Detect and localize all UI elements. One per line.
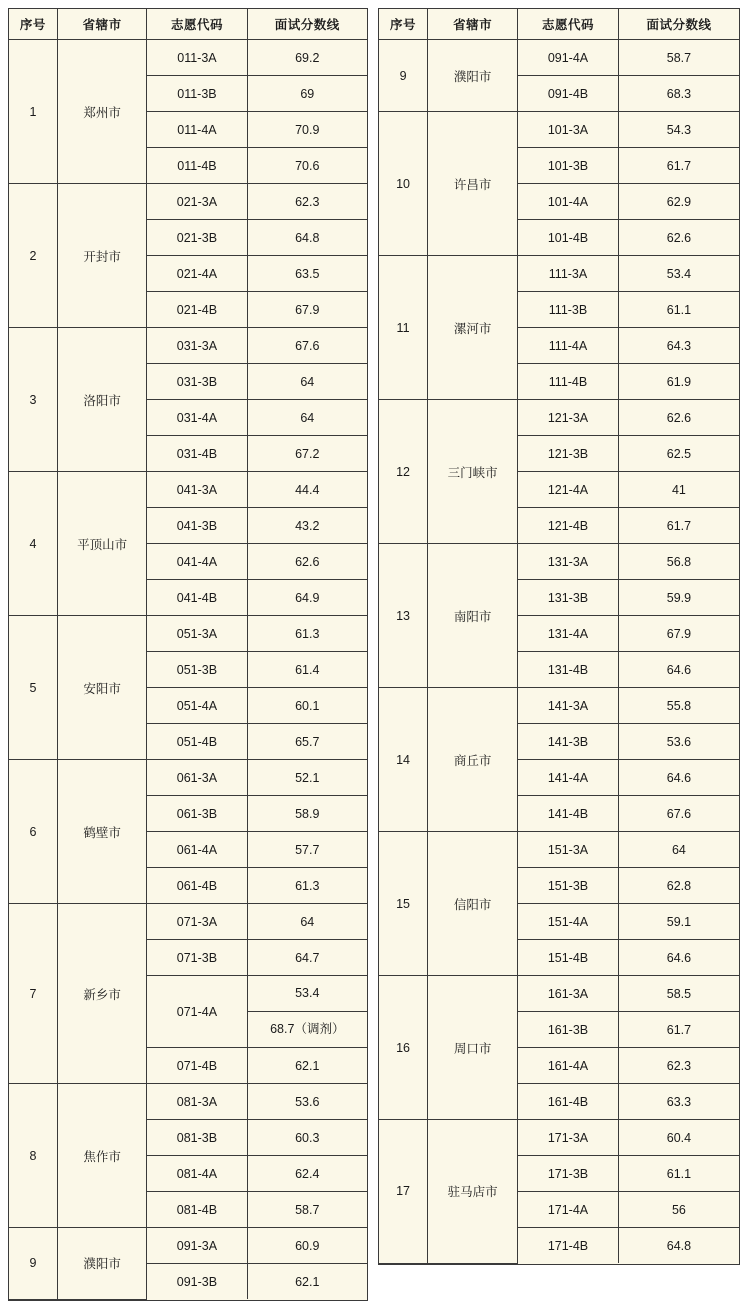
- table-row: [379, 832, 739, 868]
- cell-volunteer-code: 141-4A: [518, 760, 619, 796]
- score-value: 53.4: [295, 986, 320, 1000]
- cell-city: 濮阳市: [57, 1228, 147, 1300]
- cell-volunteer-code: 171-4B: [518, 1228, 619, 1264]
- cell-seq: 16: [379, 976, 428, 1120]
- cell-score-line: 64.3: [618, 328, 739, 364]
- cell-volunteer-code: 141-3B: [518, 724, 619, 760]
- cell-score-line: 60.1: [247, 688, 367, 724]
- table-row: [379, 544, 739, 580]
- cell-score-line: 64.6: [618, 652, 739, 688]
- table-row: [9, 1084, 367, 1120]
- cell-score-line: 60.3: [247, 1120, 367, 1156]
- column-header-city: 省辖市: [57, 9, 147, 40]
- cell-seq: 5: [9, 616, 57, 760]
- header-row: [9, 9, 367, 40]
- cell-volunteer-code: 161-4B: [518, 1084, 619, 1120]
- cell-city: 郑州市: [57, 40, 147, 184]
- column-header-score: 面试分数线: [247, 9, 367, 40]
- cell-volunteer-code: 021-3A: [147, 184, 247, 220]
- cell-volunteer-code: 041-3B: [147, 508, 247, 544]
- cell-score-line: [247, 976, 367, 1048]
- cell-score-line: 55.8: [618, 688, 739, 724]
- column-header-city: 省辖市: [428, 9, 518, 40]
- cell-volunteer-code: 051-3A: [147, 616, 247, 652]
- cell-score-line: 61.1: [618, 1156, 739, 1192]
- cell-volunteer-code: 071-3A: [147, 904, 247, 940]
- cell-score-line: 62.9: [618, 184, 739, 220]
- cell-volunteer-code: 101-4B: [518, 220, 619, 256]
- cell-city: 鹤壁市: [57, 760, 147, 904]
- table-header-left: [9, 9, 367, 40]
- cell-volunteer-code: 011-3B: [147, 76, 247, 112]
- cell-volunteer-code: 161-4A: [518, 1048, 619, 1084]
- cell-seq: 14: [379, 688, 428, 832]
- cell-volunteer-code: 061-4A: [147, 832, 247, 868]
- cell-seq: 15: [379, 832, 428, 976]
- table-row: [379, 112, 739, 148]
- cell-city: 新乡市: [57, 904, 147, 1084]
- cell-score-line: 53.4: [618, 256, 739, 292]
- cell-city: 信阳市: [428, 832, 518, 976]
- column-header-score: 面试分数线: [618, 9, 739, 40]
- cell-score-line: 64.8: [247, 220, 367, 256]
- cell-score-line: 53.6: [618, 724, 739, 760]
- cell-city: 许昌市: [428, 112, 518, 256]
- cell-score-line: 64: [618, 832, 739, 868]
- cell-seq: 17: [379, 1120, 428, 1264]
- column-header-seq: 序号: [9, 9, 57, 40]
- cell-score-line: 41: [618, 472, 739, 508]
- cell-volunteer-code: 081-3B: [147, 1120, 247, 1156]
- cell-volunteer-code: 091-4A: [518, 40, 619, 76]
- cell-city: 南阳市: [428, 544, 518, 688]
- table-header-right: [379, 9, 739, 40]
- cell-city: 安阳市: [57, 616, 147, 760]
- cell-volunteer-code: 081-4A: [147, 1156, 247, 1192]
- cell-score-line: 68.3: [618, 76, 739, 112]
- column-header-seq: 序号: [379, 9, 428, 40]
- cell-volunteer-code: 101-3A: [518, 112, 619, 148]
- cell-city: 焦作市: [57, 1084, 147, 1228]
- cell-volunteer-code: 101-4A: [518, 184, 619, 220]
- cell-score-line: 60.4: [618, 1120, 739, 1156]
- table-row: [9, 328, 367, 364]
- cell-seq: 2: [9, 184, 57, 328]
- cell-volunteer-code: 171-3A: [518, 1120, 619, 1156]
- table-row: [379, 1120, 739, 1156]
- cell-volunteer-code: 051-3B: [147, 652, 247, 688]
- cell-seq: 4: [9, 472, 57, 616]
- cell-score-line: 58.5: [618, 976, 739, 1012]
- cell-city: 周口市: [428, 976, 518, 1120]
- cell-score-line: 64.8: [618, 1228, 739, 1264]
- cell-score-line: 69: [247, 76, 367, 112]
- cell-volunteer-code: 081-4B: [147, 1192, 247, 1228]
- score-value: 68.7（调剂）: [248, 1011, 367, 1047]
- cell-volunteer-code: 071-4A: [147, 976, 247, 1048]
- score-table-right: [379, 9, 739, 1264]
- cell-score-line: 62.6: [618, 400, 739, 436]
- cell-city: 漯河市: [428, 256, 518, 400]
- cell-score-line: 64.6: [618, 760, 739, 796]
- cell-score-line: 65.7: [247, 724, 367, 760]
- cell-city: 三门峡市: [428, 400, 518, 544]
- cell-score-line: 67.9: [618, 616, 739, 652]
- cell-volunteer-code: 011-4A: [147, 112, 247, 148]
- table-body-left: [9, 40, 367, 1300]
- cell-score-line: 58.7: [618, 40, 739, 76]
- cell-score-line: 62.1: [247, 1264, 367, 1300]
- cell-score-line: 63.3: [618, 1084, 739, 1120]
- cell-score-line: 62.1: [247, 1048, 367, 1084]
- cell-seq: 3: [9, 328, 57, 472]
- cell-volunteer-code: 081-3A: [147, 1084, 247, 1120]
- cell-score-line: 61.7: [618, 1012, 739, 1048]
- header-row: [379, 9, 739, 40]
- cell-volunteer-code: 101-3B: [518, 148, 619, 184]
- cell-score-line: 60.9: [247, 1228, 367, 1264]
- cell-volunteer-code: 151-3B: [518, 868, 619, 904]
- cell-score-line: 64: [247, 364, 367, 400]
- cell-score-line: 61.4: [247, 652, 367, 688]
- cell-volunteer-code: 011-4B: [147, 148, 247, 184]
- table-row: [379, 688, 739, 724]
- cell-volunteer-code: 021-3B: [147, 220, 247, 256]
- cell-city: 商丘市: [428, 688, 518, 832]
- cell-volunteer-code: 131-3B: [518, 580, 619, 616]
- cell-seq: 10: [379, 112, 428, 256]
- cell-score-line: 64: [247, 904, 367, 940]
- left-table-panel: [8, 8, 368, 1301]
- column-header-code: 志愿代码: [147, 9, 247, 40]
- cell-score-line: 56: [618, 1192, 739, 1228]
- cell-volunteer-code: 061-4B: [147, 868, 247, 904]
- cell-score-line: 63.5: [247, 256, 367, 292]
- table-row: [379, 256, 739, 292]
- table-row: [9, 184, 367, 220]
- cell-volunteer-code: 031-3B: [147, 364, 247, 400]
- table-row: [9, 760, 367, 796]
- cell-volunteer-code: 041-4B: [147, 580, 247, 616]
- cell-volunteer-code: 121-3A: [518, 400, 619, 436]
- cell-score-line: 53.6: [247, 1084, 367, 1120]
- cell-volunteer-code: 021-4A: [147, 256, 247, 292]
- table-body-right: [379, 40, 739, 1264]
- cell-score-line: 58.7: [247, 1192, 367, 1228]
- cell-seq: 13: [379, 544, 428, 688]
- cell-seq: 7: [9, 904, 57, 1084]
- cell-score-line: 70.6: [247, 148, 367, 184]
- cell-volunteer-code: 141-4B: [518, 796, 619, 832]
- cell-score-line: 62.6: [618, 220, 739, 256]
- cell-score-line: 62.6: [247, 544, 367, 580]
- cell-volunteer-code: 161-3A: [518, 976, 619, 1012]
- cell-volunteer-code: 031-4A: [147, 400, 247, 436]
- cell-score-line: 61.7: [618, 508, 739, 544]
- cell-volunteer-code: 121-4A: [518, 472, 619, 508]
- cell-score-line: 62.4: [247, 1156, 367, 1192]
- cell-seq: 9: [379, 40, 428, 112]
- cell-volunteer-code: 051-4A: [147, 688, 247, 724]
- cell-city: 驻马店市: [428, 1120, 518, 1264]
- cell-volunteer-code: 111-4A: [518, 328, 619, 364]
- cell-score-line: 62.3: [247, 184, 367, 220]
- cell-seq: 1: [9, 40, 57, 184]
- table-row: [9, 40, 367, 76]
- table-row: [9, 904, 367, 940]
- cell-volunteer-code: 031-3A: [147, 328, 247, 364]
- cell-volunteer-code: 021-4B: [147, 292, 247, 328]
- cell-volunteer-code: 061-3A: [147, 760, 247, 796]
- table-row: [379, 40, 739, 76]
- cell-volunteer-code: 171-3B: [518, 1156, 619, 1192]
- column-header-code: 志愿代码: [518, 9, 619, 40]
- cell-seq: 8: [9, 1084, 57, 1228]
- cell-volunteer-code: 141-3A: [518, 688, 619, 724]
- cell-score-line: 64.9: [247, 580, 367, 616]
- cell-volunteer-code: 111-3B: [518, 292, 619, 328]
- cell-score-line: 59.1: [618, 904, 739, 940]
- cell-volunteer-code: 151-4B: [518, 940, 619, 976]
- cell-score-line: 59.9: [618, 580, 739, 616]
- cell-score-line: 61.7: [618, 148, 739, 184]
- table-row: [9, 616, 367, 652]
- right-table-panel: [378, 8, 740, 1265]
- cell-volunteer-code: 071-3B: [147, 940, 247, 976]
- cell-volunteer-code: 091-4B: [518, 76, 619, 112]
- cell-volunteer-code: 041-3A: [147, 472, 247, 508]
- table-row: [379, 976, 739, 1012]
- cell-score-line: 61.1: [618, 292, 739, 328]
- cell-volunteer-code: 161-3B: [518, 1012, 619, 1048]
- cell-score-line: 61.3: [247, 616, 367, 652]
- cell-seq: 11: [379, 256, 428, 400]
- cell-volunteer-code: 061-3B: [147, 796, 247, 832]
- cell-score-line: 70.9: [247, 112, 367, 148]
- cell-volunteer-code: 111-4B: [518, 364, 619, 400]
- cell-score-line: 52.1: [247, 760, 367, 796]
- cell-score-line: 64.6: [618, 940, 739, 976]
- cell-city: 洛阳市: [57, 328, 147, 472]
- table-row: [379, 400, 739, 436]
- cell-volunteer-code: 131-4B: [518, 652, 619, 688]
- cell-volunteer-code: 031-4B: [147, 436, 247, 472]
- cell-score-line: 61.9: [618, 364, 739, 400]
- cell-score-line: 64.7: [247, 940, 367, 976]
- cell-volunteer-code: 011-3A: [147, 40, 247, 76]
- cell-volunteer-code: 151-3A: [518, 832, 619, 868]
- cell-score-line: 62.3: [618, 1048, 739, 1084]
- cell-volunteer-code: 151-4A: [518, 904, 619, 940]
- cell-volunteer-code: 121-4B: [518, 508, 619, 544]
- cell-volunteer-code: 071-4B: [147, 1048, 247, 1084]
- cell-volunteer-code: 111-3A: [518, 256, 619, 292]
- cell-score-line: 67.9: [247, 292, 367, 328]
- table-row: [9, 1228, 367, 1264]
- table-row: [9, 472, 367, 508]
- cell-seq: 6: [9, 760, 57, 904]
- cell-volunteer-code: 091-3A: [147, 1228, 247, 1264]
- cell-score-line: 64: [247, 400, 367, 436]
- cell-volunteer-code: 171-4A: [518, 1192, 619, 1228]
- cell-volunteer-code: 051-4B: [147, 724, 247, 760]
- cell-volunteer-code: 131-4A: [518, 616, 619, 652]
- cell-seq: 12: [379, 400, 428, 544]
- cell-score-line: 43.2: [247, 508, 367, 544]
- cell-score-line: 44.4: [247, 472, 367, 508]
- cell-volunteer-code: 131-3A: [518, 544, 619, 580]
- cell-score-line: 69.2: [247, 40, 367, 76]
- cell-volunteer-code: 041-4A: [147, 544, 247, 580]
- score-table-left: [9, 9, 367, 1300]
- cell-score-line: 54.3: [618, 112, 739, 148]
- cell-score-line: 61.3: [247, 868, 367, 904]
- cell-city: 平顶山市: [57, 472, 147, 616]
- cell-score-line: 62.5: [618, 436, 739, 472]
- cell-city: 开封市: [57, 184, 147, 328]
- cell-score-line: 67.6: [247, 328, 367, 364]
- cell-volunteer-code: 121-3B: [518, 436, 619, 472]
- cell-score-line: 58.9: [247, 796, 367, 832]
- cell-score-line: 67.6: [618, 796, 739, 832]
- cell-score-line: 56.8: [618, 544, 739, 580]
- cell-seq: 9: [9, 1228, 57, 1300]
- cell-score-line: 67.2: [247, 436, 367, 472]
- cell-score-line: 62.8: [618, 868, 739, 904]
- cell-volunteer-code: 091-3B: [147, 1264, 247, 1300]
- cell-score-line: 57.7: [247, 832, 367, 868]
- cell-city: 濮阳市: [428, 40, 518, 112]
